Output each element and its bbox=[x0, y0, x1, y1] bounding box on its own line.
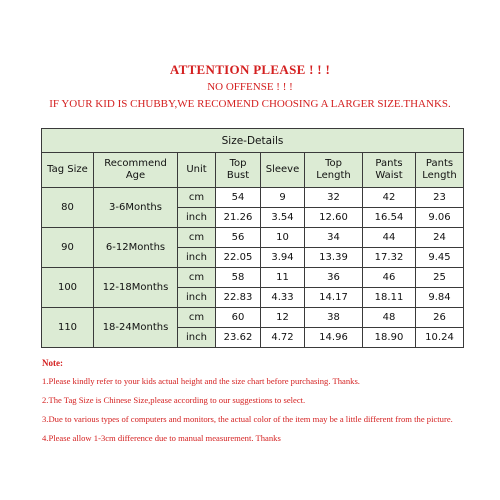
tag-size-cell: 80 bbox=[42, 188, 94, 228]
table-row bbox=[42, 228, 464, 248]
table-cell: 21.26 bbox=[216, 208, 261, 228]
table-cell: 24 bbox=[416, 228, 464, 248]
table-cell: 18.11 bbox=[363, 288, 416, 308]
table-cell: 14.96 bbox=[305, 328, 363, 348]
column-header: Pants Waist bbox=[363, 153, 416, 188]
table-cell: 11 bbox=[261, 268, 305, 288]
chubby-advice-text: IF YOUR KID IS CHUBBY,WE RECOMEND CHOOSING A LARGER SIZE.THANKS. bbox=[49, 98, 451, 110]
table-cell: 22.83 bbox=[216, 288, 261, 308]
tag-size-cell: 90 bbox=[42, 228, 94, 268]
column-header: Unit bbox=[178, 153, 216, 188]
note-line: 3.Due to various types of computers and monitors, the actual color of the item may be a little different from the picture. bbox=[42, 414, 453, 424]
column-header: Tag Size bbox=[42, 153, 94, 188]
recommend-age-cell: 12-18Months bbox=[94, 268, 178, 308]
unit-cell: cm bbox=[178, 188, 216, 208]
note-line: 4.Please allow 1-3cm difference due to manual measurement. Thanks bbox=[42, 433, 281, 443]
note-line: 1.Please kindly refer to your kids actual height and the size chart before purchasing. Thanks. bbox=[42, 376, 360, 386]
no-offense-text: NO OFFENSE ! ! ! bbox=[207, 81, 293, 93]
table-row bbox=[42, 188, 464, 208]
unit-cell: inch bbox=[178, 208, 216, 228]
table-cell: 16.54 bbox=[363, 208, 416, 228]
table-cell: 26 bbox=[416, 308, 464, 328]
table-cell: 9.84 bbox=[416, 288, 464, 308]
table-cell: 3.94 bbox=[261, 248, 305, 268]
tag-size-cell: 110 bbox=[42, 308, 94, 348]
table-cell: 9 bbox=[261, 188, 305, 208]
table-row bbox=[42, 268, 464, 288]
table-cell: 13.39 bbox=[305, 248, 363, 268]
column-header: Recommend Age bbox=[94, 153, 178, 188]
table-cell: 12.60 bbox=[305, 208, 363, 228]
table-cell: 42 bbox=[363, 188, 416, 208]
table-cell: 60 bbox=[216, 308, 261, 328]
size-chart-table bbox=[41, 128, 464, 348]
table-cell: 10.24 bbox=[416, 328, 464, 348]
table-title: Size-Details bbox=[42, 129, 464, 153]
table-cell: 12 bbox=[261, 308, 305, 328]
column-header: Top Length bbox=[305, 153, 363, 188]
table-cell: 14.17 bbox=[305, 288, 363, 308]
table-cell: 58 bbox=[216, 268, 261, 288]
table-cell: 46 bbox=[363, 268, 416, 288]
unit-cell: cm bbox=[178, 228, 216, 248]
table-cell: 17.32 bbox=[363, 248, 416, 268]
table-cell: 18.90 bbox=[363, 328, 416, 348]
table-cell: 3.54 bbox=[261, 208, 305, 228]
table-cell: 25 bbox=[416, 268, 464, 288]
table-cell: 54 bbox=[216, 188, 261, 208]
tag-size-cell: 100 bbox=[42, 268, 94, 308]
table-cell: 22.05 bbox=[216, 248, 261, 268]
note-line: 2.The Tag Size is Chinese Size,please according to our suggestions to select. bbox=[42, 395, 306, 405]
table-cell: 10 bbox=[261, 228, 305, 248]
table-cell: 44 bbox=[363, 228, 416, 248]
table-cell: 32 bbox=[305, 188, 363, 208]
table-cell: 4.72 bbox=[261, 328, 305, 348]
table-cell: 36 bbox=[305, 268, 363, 288]
table-cell: 48 bbox=[363, 308, 416, 328]
column-header: Sleeve bbox=[261, 153, 305, 188]
table-cell: 34 bbox=[305, 228, 363, 248]
notes-section bbox=[42, 358, 482, 452]
notes-title: Note: bbox=[42, 358, 63, 368]
table-cell: 4.33 bbox=[261, 288, 305, 308]
attention-heading: ATTENTION PLEASE ! ! ! bbox=[169, 62, 331, 77]
recommend-age-cell: 3-6Months bbox=[94, 188, 178, 228]
unit-cell: cm bbox=[178, 268, 216, 288]
table-cell: 9.06 bbox=[416, 208, 464, 228]
table-cell: 23.62 bbox=[216, 328, 261, 348]
unit-cell: inch bbox=[178, 288, 216, 308]
table-cell: 23 bbox=[416, 188, 464, 208]
table-cell: 56 bbox=[216, 228, 261, 248]
unit-cell: inch bbox=[178, 248, 216, 268]
recommend-age-cell: 6-12Months bbox=[94, 228, 178, 268]
recommend-age-cell: 18-24Months bbox=[94, 308, 178, 348]
table-cell: 38 bbox=[305, 308, 363, 328]
table-row bbox=[42, 308, 464, 328]
column-header: Top Bust bbox=[216, 153, 261, 188]
unit-cell: cm bbox=[178, 308, 216, 328]
table-cell: 9.45 bbox=[416, 248, 464, 268]
column-header: Pants Length bbox=[416, 153, 464, 188]
unit-cell: inch bbox=[178, 328, 216, 348]
